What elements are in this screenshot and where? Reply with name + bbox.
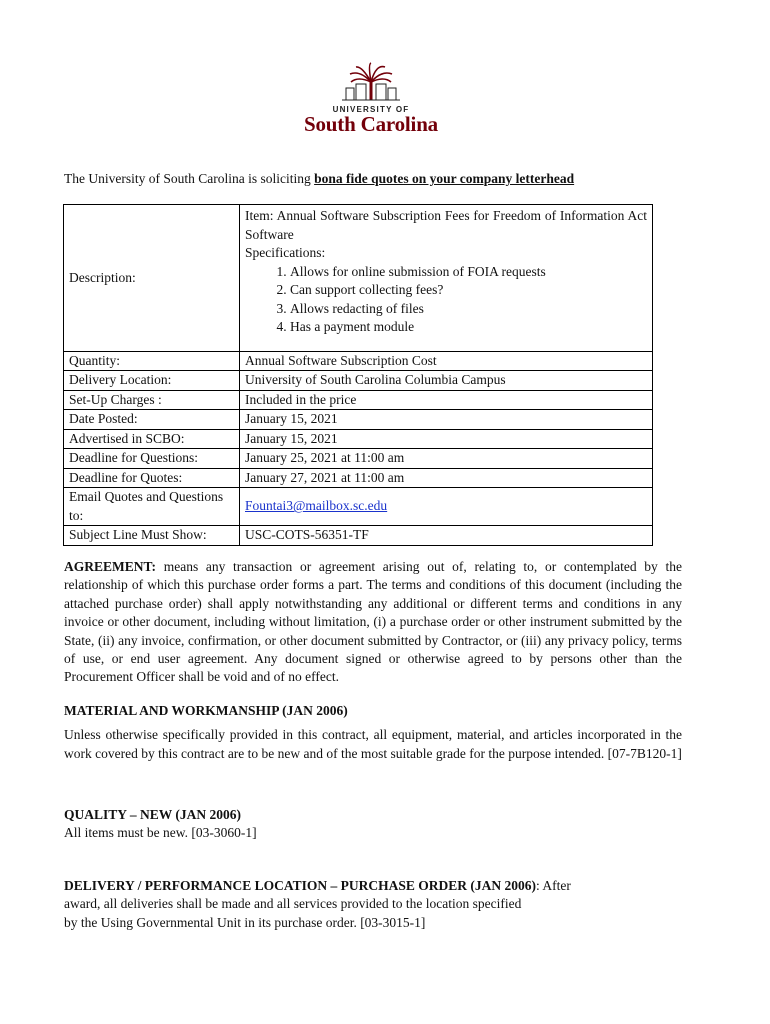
subject-row xyxy=(64,526,653,546)
email-link[interactable]: Fountai3@mailbox.sc.edu xyxy=(245,498,388,514)
material-section xyxy=(64,702,682,763)
table-row xyxy=(64,468,653,488)
subject-label: Subject Line Must Show: xyxy=(64,526,240,546)
row-label: Set-Up Charges : xyxy=(64,390,240,410)
delivery-heading: DELIVERY / PERFORMANCE LOCATION – PURCHASE ORDER (JAN 2006) xyxy=(64,878,537,893)
quote-details-table xyxy=(63,204,653,546)
table-row xyxy=(64,351,653,371)
specifications-label: Specifications: xyxy=(245,245,326,260)
email-row xyxy=(64,488,653,526)
material-heading: MATERIAL AND WORKMANSHIP (JAN 2006) xyxy=(64,703,348,718)
row-value: January 15, 2021 xyxy=(240,410,653,430)
row-value: January 27, 2021 at 11:00 am xyxy=(240,468,653,488)
row-value: January 25, 2021 at 11:00 am xyxy=(240,449,653,469)
intro-emphasis: bona fide quotes on your company letterhead xyxy=(314,171,575,186)
logo-south-carolina: South Carolina xyxy=(304,112,438,136)
palmetto-tree-icon xyxy=(338,62,404,102)
delivery-line-1 xyxy=(64,877,682,895)
row-label: Delivery Location: xyxy=(64,371,240,391)
quality-body: All items must be new. [03-3060-1] xyxy=(64,825,257,841)
delivery-section xyxy=(64,877,682,932)
description-label: Description: xyxy=(64,205,240,352)
intro-line xyxy=(64,171,574,187)
row-label: Advertised in SCBO: xyxy=(64,429,240,449)
row-label: Deadline for Questions: xyxy=(64,449,240,469)
agreement-body: means any transaction or agreement arising out of, relating to, or contemplated by the relationship of which this purchase order forms a part. The terms and conditions of this document (including the attached purchase order) shall apply notwithstanding any additional or different terms and conditions in any invoice or other document, including without limitation, (i) a purchase order or other instrument submitted by the State, (ii) any invoice, confirmation, or other document submitted by Contractor, or (iii) any privacy policy, terms of use, or end user agreement. Any document signed or otherwise agreed to by persons other than the Procurement Officer shall be void and of no effect. xyxy=(64,559,682,685)
table-row xyxy=(64,449,653,469)
specification-item: 2. Can support collecting fees? xyxy=(290,281,647,300)
row-label: Date Posted: xyxy=(64,410,240,430)
logo-university-of: UNIVERSITY OF xyxy=(332,105,410,114)
specification-item: 4. Has a payment module xyxy=(290,318,647,337)
table-row xyxy=(64,429,653,449)
delivery-line1-text: : After xyxy=(536,878,571,893)
quality-heading: QUALITY – NEW (JAN 2006) xyxy=(64,807,242,822)
row-value: Included in the price xyxy=(240,390,653,410)
email-label: Email Quotes and Questions to: xyxy=(64,488,240,526)
row-value: Annual Software Subscription Cost xyxy=(240,351,653,371)
specifications-list xyxy=(245,263,647,337)
table-row xyxy=(64,371,653,391)
intro-text: The University of South Carolina is soliciting xyxy=(64,171,315,186)
item-text: Item: Annual Software Subscription Fees for Freedom of Information Act Software xyxy=(245,208,647,242)
delivery-line-2: award, all deliveries shall be made and all services provided to the location specified xyxy=(64,896,522,912)
subject-value: USC-COTS-56351-TF xyxy=(240,526,653,546)
delivery-line-3: by the Using Governmental Unit in its purchase order. [03-3015-1] xyxy=(64,914,426,930)
description-row xyxy=(64,205,653,352)
table-row xyxy=(64,410,653,430)
row-label: Quantity: xyxy=(64,351,240,371)
row-label: Deadline for Quotes: xyxy=(64,468,240,488)
description-content xyxy=(240,205,653,352)
quality-section xyxy=(64,806,682,843)
row-value: January 15, 2021 xyxy=(240,429,653,449)
email-value-cell xyxy=(240,488,653,526)
agreement-section xyxy=(64,558,682,687)
table-row xyxy=(64,390,653,410)
agreement-heading: AGREEMENT: xyxy=(64,559,157,574)
university-logo xyxy=(300,62,442,134)
specification-item: 1. Allows for online submission of FOIA requests xyxy=(290,263,647,282)
specification-item: 3. Allows redacting of files xyxy=(290,300,647,319)
material-body: Unless otherwise specifically provided in this contract, all equipment, material, and articles incorporated in the work covered by this contract are to be new and of the most suitable grade for the purpose intended. [07-7B120-1] xyxy=(64,727,682,761)
row-value: University of South Carolina Columbia Campus xyxy=(240,371,653,391)
